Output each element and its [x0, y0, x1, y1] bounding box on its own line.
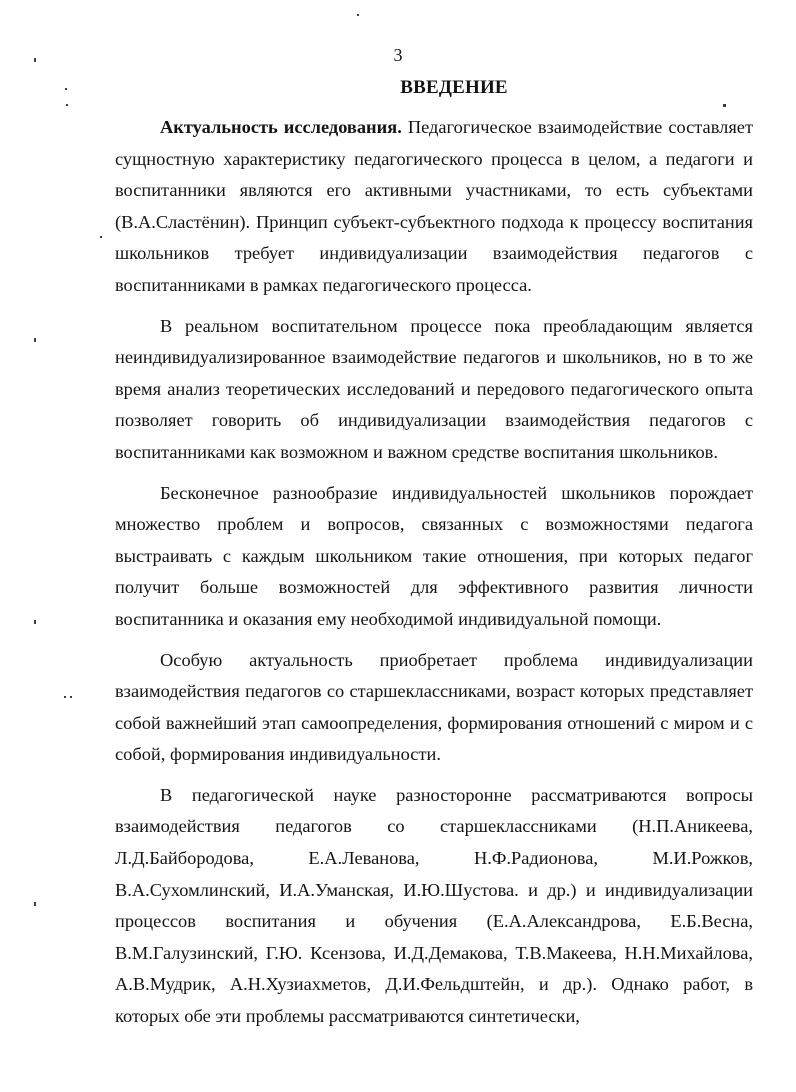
paragraph-text: Педагогическое взаимодействие составляет сущностную характеристику педагогического процесса в целом, а педагоги и воспитанники являются его активными участниками, то есть субъектами (В.А.Сластёнин). Принцип субъект-субъектного подхода к процессу воспитания школьников требует индивидуализации взаимодействия педагогов с воспитанниками в рамках педагогического процесса. [115, 117, 753, 295]
paragraph: Особую актуальность приобретает проблема индивидуализации взаимодействия педагогов со старшеклассниками, возраст которых представляет собой важнейший этап самоопределения, формирования отношений с миром и с собой, формирования индивидуальности. [115, 649, 753, 765]
paragraph: Бесконечное разнообразие индивидуальностей школьников порождает множество проблем и вопросов, связанных с возможностями педагога выстраивать с каждым школьником такие отношения, при которых педагог получит больше возможностей для эффективного развития личности воспитанника и оказания ему необходимой индивидуальной помощи. [115, 482, 753, 629]
scan-speck [64, 696, 66, 698]
paragraph: В реальном воспитательном процессе пока преобладающим является неиндивидуализированное взаимодействие педагогов и школьников, но в то же время анализ теоретических исследований и передового педагогического опыта позволяет говорить об индивидуализации взаимодействия педагогов с воспитанниками как возможном и важном средстве воспитания школьников. [115, 315, 753, 462]
scan-speck [34, 620, 36, 624]
scan-speck [34, 58, 36, 62]
paragraph-relevance [115, 112, 753, 302]
body-text [115, 112, 753, 1033]
scan-speck [34, 338, 36, 342]
scan-speck [357, 14, 359, 16]
section-heading: ВВЕДЕНИЕ [400, 77, 508, 98]
scan-speck [34, 902, 36, 906]
scan-speck [100, 236, 102, 238]
scan-speck [70, 696, 72, 698]
scan-speck [66, 104, 68, 106]
scan-speck [723, 104, 726, 107]
page-number: 3 [393, 45, 403, 65]
lead-term: Актуальность исследования. [160, 117, 402, 137]
paragraph: В педагогической науке разносторонне рассматриваются вопросы взаимодействия педагогов со старшеклассниками (Н.П.Аникеева, Л.Д.Байбородова, Е.А.Леванова, Н.Ф.Радионова, М.И.Рожков, В.А.Сухомлинский, И.А.Уманская, И.Ю.Шустова. и др.) и индивидуализации процессов воспитания и обучения (Е.А.Александрова, Е.Б.Весна, В.М.Галузинский, Г.Ю. Ксензова, И.Д.Демакова, Т.В.Макеева, Н.Н.Михайлова, А.В.Мудрик, А.Н.Хузиахметов, Д.И.Фельдштейн, и др.). Однако работ, в которых обе эти проблемы рассматриваются синтетически, [115, 784, 753, 1027]
scan-speck [65, 88, 67, 90]
